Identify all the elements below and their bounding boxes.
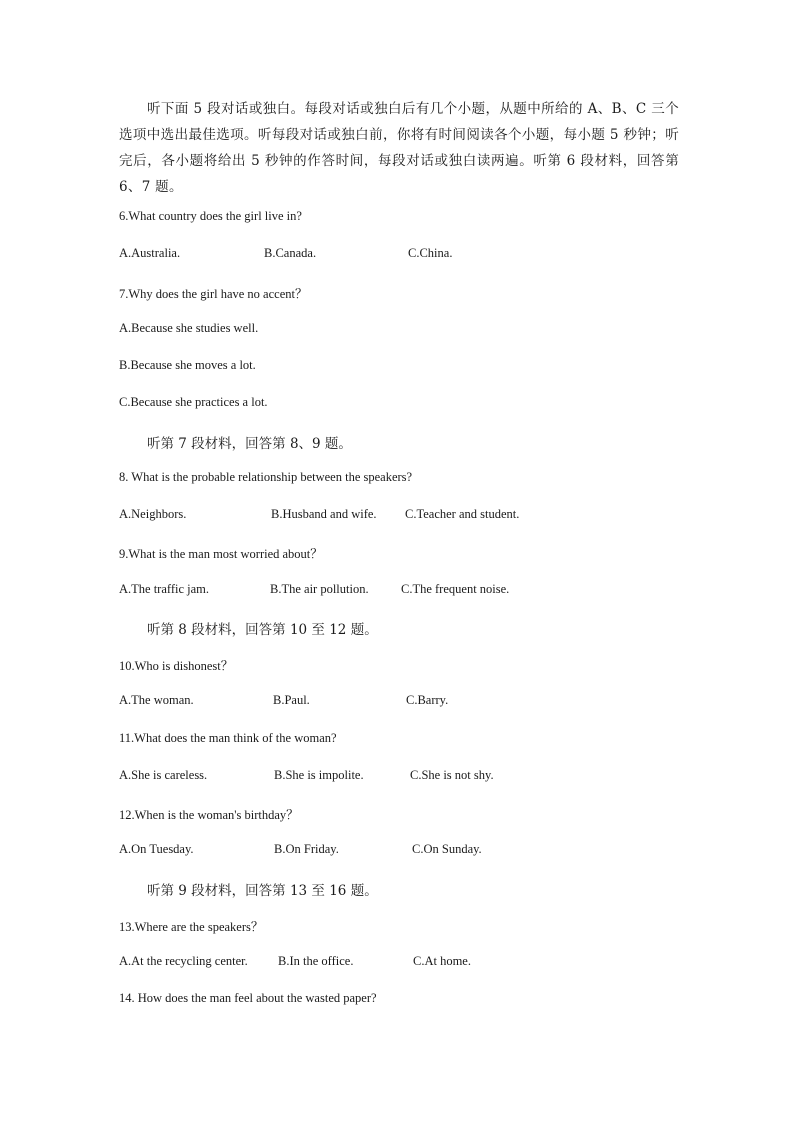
option-10b: B.Paul. [273,693,310,707]
instructions-paragraph: 听下面 5 段对话或独白。每段对话或独白后有几个小题，从题中所给的 A、B、C 三个选项中选出最佳选项。听每段对话或独白前，你将有时间阅读各个小题，每小题 5 秒钟；听完后，各小题将给出 5 秒钟的作答时间，每段对话或独白读两遍。听第 6 段材料，回答第 6、7 题。 [119,101,679,195]
option-9b: B.The air pollution. [270,582,369,596]
section-8-heading: 听第 8 段材料，回答第 10 至 12 题。 [147,622,378,638]
question-13: 13.Where are the speakers？ [119,920,264,934]
option-10a: A.The woman. [119,693,194,707]
option-11c: C.She is not shy. [410,768,494,782]
option-6b: B.Canada. [264,246,317,260]
option-7a: A.Because she studies well. [119,321,259,335]
question-12: 12.When is the woman's birthday？ [119,808,299,822]
option-8a: A.Neighbors. [119,507,187,521]
question-8: 8. What is the probable relationship between the speakers? [119,470,413,484]
question-6: 6.What country does the girl live in? [119,209,302,223]
option-8b: B.Husband and wife. [271,507,377,521]
section-7-heading: 听第 7 段材料，回答第 8、9 题。 [147,436,352,452]
option-13b: B.In the office. [278,954,354,968]
option-9c: C.The frequent noise. [401,582,510,596]
question-10: 10.Who is dishonest？ [119,659,234,673]
option-12c: C.On Sunday. [412,842,482,856]
option-11b: B.She is impolite. [274,768,364,782]
question-14: 14. How does the man feel about the wasted paper? [119,991,377,1005]
section-9-heading: 听第 9 段材料，回答第 13 至 16 题。 [147,883,378,899]
option-7b: B.Because she moves a lot. [119,358,256,372]
question-11: 11.What does the man think of the woman? [119,731,337,745]
option-13a: A.At the recycling center. [119,954,248,968]
option-13c: C.At home. [413,954,471,968]
option-12b: B.On Friday. [274,842,339,856]
option-6c: C.China. [408,246,453,260]
option-7c: C.Because she practices a lot. [119,395,268,409]
option-12a: A.On Tuesday. [119,842,194,856]
option-8c: C.Teacher and student. [405,507,520,521]
option-11a: A.She is careless. [119,768,208,782]
option-10c: C.Barry. [406,693,449,707]
option-9a: A.The traffic jam. [119,582,210,596]
question-9: 9.What is the man most worried about？ [119,547,323,561]
question-7: 7.Why does the girl have no accent？ [119,287,308,301]
option-6a: A.Australia. [119,246,181,260]
